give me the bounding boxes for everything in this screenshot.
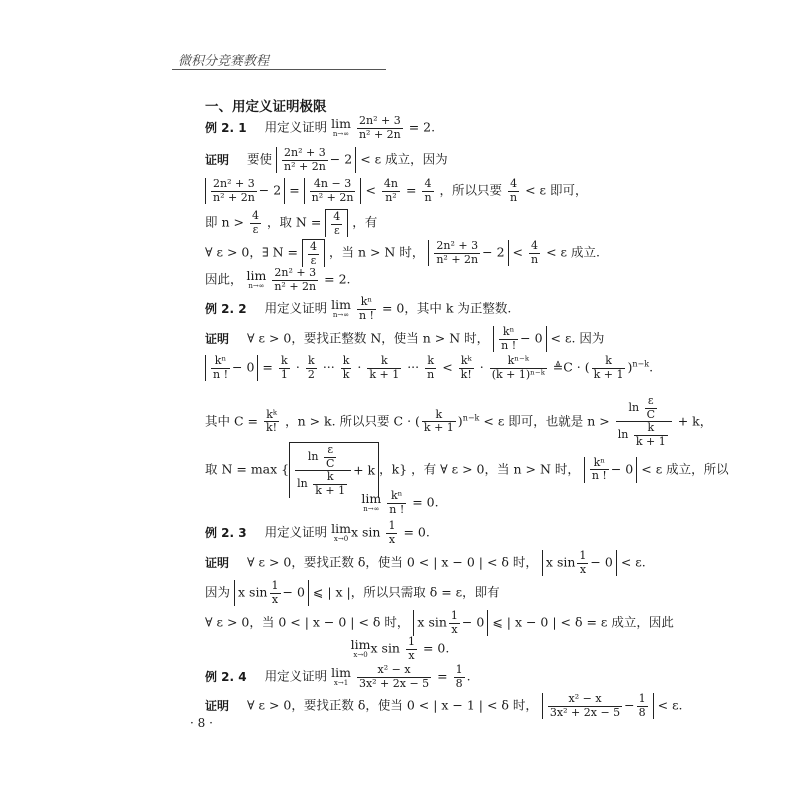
floor-bracket	[325, 209, 348, 237]
num: k	[435, 407, 443, 421]
text: ，有	[352, 214, 378, 230]
text: + k	[353, 462, 376, 478]
text: 用定义证明	[264, 524, 328, 540]
limit-symbol	[331, 667, 351, 687]
example-2-4-proof-line-1	[205, 693, 683, 719]
den: 8	[455, 676, 463, 690]
num: 4	[424, 177, 432, 190]
text: < ε 成立.	[546, 244, 600, 260]
fraction	[454, 664, 465, 690]
den: 3x² + 2x − 5	[549, 705, 621, 719]
num: 2n² + 3	[359, 114, 401, 127]
text: ，n > k. 所以只要 C ·	[285, 413, 412, 429]
num: 4	[531, 239, 539, 252]
den: 8	[638, 705, 646, 719]
exponent: n−k	[462, 413, 480, 423]
fraction	[250, 210, 261, 236]
example-2-1-proof-line-2	[205, 178, 588, 204]
proof-label: 证明	[205, 698, 230, 713]
limit-symbol	[351, 639, 371, 659]
text: < ε 成立，因为	[360, 151, 448, 167]
num: kⁿ	[502, 325, 515, 338]
fraction	[357, 115, 403, 141]
den: n	[427, 367, 435, 381]
text: = 2.	[324, 271, 351, 287]
example-2-3-proof-line-3	[205, 610, 674, 636]
lim-sub: x→0	[333, 534, 349, 543]
text: 因此，	[205, 271, 243, 287]
num: k	[647, 421, 655, 435]
den: n !	[213, 367, 229, 381]
text: 用定义证明	[264, 119, 328, 135]
text: x sin	[238, 584, 268, 600]
abs-value	[205, 355, 258, 381]
num: 1	[455, 663, 463, 676]
fraction	[357, 296, 376, 322]
text: − 2	[482, 244, 505, 260]
num: kᵏ	[460, 354, 472, 367]
den: n² + 2n	[358, 127, 401, 141]
text: < ε.	[620, 554, 646, 570]
ln-text: ln	[297, 477, 308, 491]
num: kⁿ⁻ᵏ	[507, 354, 529, 367]
text: − 2	[258, 182, 282, 198]
text: ∀ ε > 0，要找正数 δ，使当 0 < | x − 1 | < δ 时，	[247, 697, 538, 713]
header-rule	[172, 69, 386, 70]
text: − 0	[232, 359, 255, 375]
text: = 0.	[412, 494, 439, 510]
den: ε	[250, 223, 261, 237]
den: n² + 2n	[274, 279, 317, 293]
example-2-3-statement	[205, 520, 430, 546]
den: n !	[358, 308, 374, 322]
text: < ε 即可，也就是 n >	[483, 413, 610, 429]
lim-sub: n→∞	[363, 504, 380, 513]
fraction	[637, 693, 648, 719]
fraction	[282, 147, 328, 173]
example-2-3-proof-line-2	[205, 580, 500, 606]
abs-value	[584, 457, 637, 483]
text: <	[365, 182, 376, 198]
fraction	[592, 355, 626, 381]
text: 其中 C =	[205, 413, 258, 429]
text: x sin	[417, 614, 447, 630]
example-2-1-proof-line-3	[205, 209, 377, 237]
proof-label: 证明	[205, 331, 230, 346]
den: n² + 2n	[284, 159, 326, 173]
limit-symbol	[331, 118, 351, 138]
text: − 2	[329, 151, 353, 167]
den: k + 1	[369, 367, 400, 381]
text: =	[437, 668, 448, 684]
lim-sub: x→0	[353, 650, 368, 659]
text: −	[624, 697, 635, 713]
den: k + 1	[593, 367, 624, 381]
example-2-1-statement	[205, 115, 435, 141]
text: <	[442, 359, 453, 375]
text: < ε 即可，	[525, 182, 588, 198]
num: kⁿ	[391, 489, 403, 502]
fraction	[310, 178, 356, 204]
text: =	[405, 182, 417, 198]
abs-value	[304, 178, 362, 204]
num: 2n² + 3	[436, 239, 479, 252]
abs-value	[234, 580, 309, 606]
text: ⩽ | x − 0 | < δ = ε 成立，因此	[492, 614, 674, 630]
fraction	[357, 664, 431, 690]
text: < ε. 因为	[550, 330, 605, 346]
fraction	[434, 240, 480, 266]
example-2-1-proof-line-1	[205, 147, 448, 173]
paren-group: ( $\frac{k}{k + 1}$ )$^{n-k}$	[415, 407, 480, 435]
text: .	[466, 668, 471, 684]
num: 4	[310, 240, 317, 253]
den: k + 1	[635, 434, 666, 448]
abs-value	[413, 610, 488, 636]
ln-text: ln	[307, 450, 319, 464]
den: k + 1	[423, 421, 454, 435]
example-label: 例 2. 3	[205, 525, 247, 540]
text: 要使	[247, 151, 273, 167]
fraction	[382, 178, 400, 204]
limit-symbol	[247, 270, 267, 290]
fraction	[449, 610, 460, 636]
text: .	[649, 359, 654, 375]
fraction	[270, 580, 281, 606]
limit-symbol	[331, 299, 351, 319]
text: ，当 n > N 时，	[328, 244, 425, 260]
ln-text: ln	[628, 401, 640, 415]
running-header: 微积分竞赛教程	[178, 54, 270, 69]
den: k + 1	[315, 483, 346, 497]
den: ε	[308, 254, 319, 268]
num: k	[380, 354, 388, 367]
text: ·	[357, 359, 362, 375]
text: ·	[295, 359, 300, 375]
text: ∀ ε > 0，要找正整数 N，使当 n > N 时，	[247, 330, 490, 346]
fraction	[306, 355, 317, 381]
proof-label: 证明	[205, 555, 230, 570]
example-2-1-conclusion	[205, 267, 351, 293]
text: < ε.	[657, 697, 683, 713]
text: ···	[322, 359, 335, 375]
text: ∀ ε > 0，当 0 < | x − 0 | < δ 时，	[205, 614, 410, 630]
den: 1	[280, 367, 288, 381]
den: x	[406, 649, 417, 663]
den: x	[577, 563, 588, 577]
lim-text: lim	[331, 297, 351, 313]
fraction	[499, 326, 518, 352]
fraction	[264, 409, 279, 435]
lim-text: lim	[331, 521, 351, 537]
text: − 0	[520, 330, 543, 346]
proof-label: 证明	[205, 152, 230, 167]
text: ，k	[379, 461, 400, 477]
num: kⁿ	[214, 354, 227, 367]
lim-sub: n→∞	[332, 129, 350, 138]
text: ⩽ | x |，所以只需取 δ = ε，即有	[312, 584, 500, 600]
fraction	[211, 355, 230, 381]
text: ·	[479, 359, 484, 375]
num: ε	[647, 394, 654, 407]
text: = 0.	[422, 640, 450, 656]
fraction	[529, 240, 540, 266]
den: n² + 2n	[436, 252, 479, 266]
text: 因为	[205, 584, 231, 600]
lim-text: lim	[350, 637, 371, 653]
example-2-1-proof-line-4	[205, 239, 600, 267]
text: = 0.	[403, 524, 430, 540]
num: kⁿ	[360, 295, 373, 308]
den: C	[325, 456, 335, 470]
fraction	[645, 395, 657, 421]
text: ，所以只要	[439, 182, 503, 198]
num	[616, 395, 672, 421]
fraction	[367, 355, 401, 381]
page-number: · 8 ·	[190, 716, 213, 730]
fraction	[387, 490, 406, 516]
den: (k + 1)ⁿ⁻ᵏ	[491, 367, 545, 381]
example-2-2-statement	[205, 296, 511, 322]
fraction	[341, 355, 352, 381]
lim-text: lim	[361, 491, 382, 507]
num: ε	[327, 443, 334, 456]
limit-symbol	[361, 493, 381, 513]
num: 1	[450, 609, 458, 622]
fraction	[459, 355, 474, 381]
den: x	[270, 593, 281, 607]
example-2-4-statement	[205, 664, 471, 690]
den: ε	[331, 224, 342, 238]
text: ，有 ∀ ε > 0，当 n > N 时，	[411, 461, 580, 477]
text: =	[289, 182, 300, 198]
abs-value	[493, 326, 546, 352]
den: n !	[389, 502, 405, 516]
text: ∀ ε > 0，要找正数 δ，使当 0 < | x − 0 | < δ 时，	[247, 554, 538, 570]
num: 1	[638, 692, 646, 705]
den: 2	[307, 367, 315, 381]
den: n² + 2n	[213, 190, 255, 204]
fraction	[577, 550, 588, 576]
text: − 0	[282, 584, 305, 600]
floor-bracket	[302, 239, 325, 267]
text: < ε 成立，所以	[641, 461, 729, 477]
lim-text: lim	[331, 116, 351, 132]
fraction	[425, 355, 436, 381]
example-2-3-conclusion	[0, 636, 800, 662]
num: 4	[251, 209, 259, 222]
abs-value	[205, 178, 285, 204]
num: 2n² + 3	[213, 177, 255, 190]
num: 1	[388, 519, 396, 532]
text: ，取 N =	[266, 214, 322, 230]
abs-value	[542, 550, 617, 576]
num: kᵏ	[266, 407, 277, 421]
text: + k，	[677, 413, 713, 429]
fraction	[406, 636, 417, 662]
num: k	[326, 470, 334, 484]
text: = 0，其中 k 为正整数.	[381, 300, 512, 316]
lim-sub: n→∞	[248, 281, 265, 290]
den: 3x² + 2x − 5	[358, 676, 430, 690]
text: 取 N = max	[205, 461, 278, 477]
text: − 0	[590, 554, 613, 570]
num: x² − x	[377, 663, 411, 676]
fraction	[490, 355, 547, 381]
num: k	[342, 354, 350, 367]
num: x² − x	[568, 692, 602, 705]
lim-text: lim	[331, 665, 351, 681]
example-2-2-proof-line-3	[205, 395, 712, 449]
fraction	[422, 409, 456, 435]
lim-sub: x→1	[333, 678, 349, 687]
text: 用定义证明	[264, 668, 328, 684]
fraction	[590, 457, 609, 483]
num: 4	[333, 210, 341, 223]
den: k!	[265, 421, 278, 435]
text: x sin	[350, 524, 381, 540]
num: k	[307, 354, 315, 367]
fraction	[331, 211, 342, 237]
ln-text: ln	[617, 428, 629, 442]
num	[295, 444, 351, 470]
text: =	[262, 359, 273, 375]
abs-value	[542, 693, 654, 719]
num: 2n² + 3	[284, 146, 326, 159]
example-2-2-proof-line-1	[205, 326, 604, 352]
den: n	[530, 252, 539, 266]
text: − 0	[461, 614, 485, 630]
paren-group: ( $\frac{k}{k + 1}$ )$^{n-k}$	[584, 354, 650, 381]
abs-value	[276, 147, 356, 173]
exponent: n−k	[632, 359, 650, 369]
num: 2n² + 3	[274, 266, 317, 279]
text: x sin	[370, 640, 400, 656]
num: 1	[271, 579, 279, 592]
den: x	[386, 533, 397, 547]
example-label: 例 2. 4	[205, 669, 247, 684]
den: n !	[501, 338, 517, 352]
den: k	[342, 367, 350, 381]
num: k	[281, 354, 288, 367]
example-label: 例 2. 1	[205, 120, 247, 135]
den: n	[424, 190, 432, 204]
fraction	[422, 178, 433, 204]
text: 用定义证明	[264, 300, 328, 316]
example-2-2-proof-line-2	[205, 355, 653, 381]
text: = 2.	[408, 119, 436, 135]
den: n² + 2n	[311, 190, 354, 204]
text: x sin	[545, 554, 576, 570]
num: 1	[407, 635, 415, 648]
fraction	[308, 241, 319, 267]
den: n	[510, 190, 518, 204]
den: C	[646, 407, 655, 421]
num: 4n − 3	[313, 177, 352, 190]
den: k!	[460, 367, 472, 381]
text: ∀ ε > 0，∃ N =	[205, 244, 299, 260]
text: <	[512, 244, 523, 260]
num: k	[605, 354, 612, 367]
section-title: 一、用定义证明极限	[205, 99, 327, 115]
fraction	[324, 444, 336, 470]
num: 1	[579, 549, 587, 562]
num: kⁿ	[593, 455, 606, 469]
den: n²	[382, 191, 400, 205]
text: ≜C ·	[552, 359, 581, 375]
fraction	[548, 693, 622, 719]
example-2-2-conclusion	[0, 490, 800, 516]
fraction	[386, 520, 397, 546]
text: ···	[407, 359, 420, 375]
fraction	[211, 178, 257, 204]
num: 4n	[383, 177, 398, 190]
num: 4	[510, 177, 518, 190]
example-2-3-proof-line-1	[205, 550, 646, 576]
fraction	[508, 178, 519, 204]
fraction	[616, 395, 672, 449]
num: k	[427, 354, 434, 367]
abs-value	[428, 240, 508, 266]
den: x	[449, 623, 460, 637]
text: − 0	[610, 461, 634, 477]
limit-symbol	[331, 523, 351, 543]
fraction	[279, 355, 290, 381]
brace-group: { ln $\frac{\varepsilon}{C}$ ln $\frac{k}{k + 1}$ + k ，k}	[281, 443, 408, 497]
den: n !	[591, 469, 607, 483]
text: 即 n >	[205, 214, 244, 230]
lim-sub: n→∞	[332, 310, 350, 319]
fraction	[272, 267, 318, 293]
example-label: 例 2. 2	[205, 301, 247, 316]
lim-text: lim	[246, 268, 267, 284]
